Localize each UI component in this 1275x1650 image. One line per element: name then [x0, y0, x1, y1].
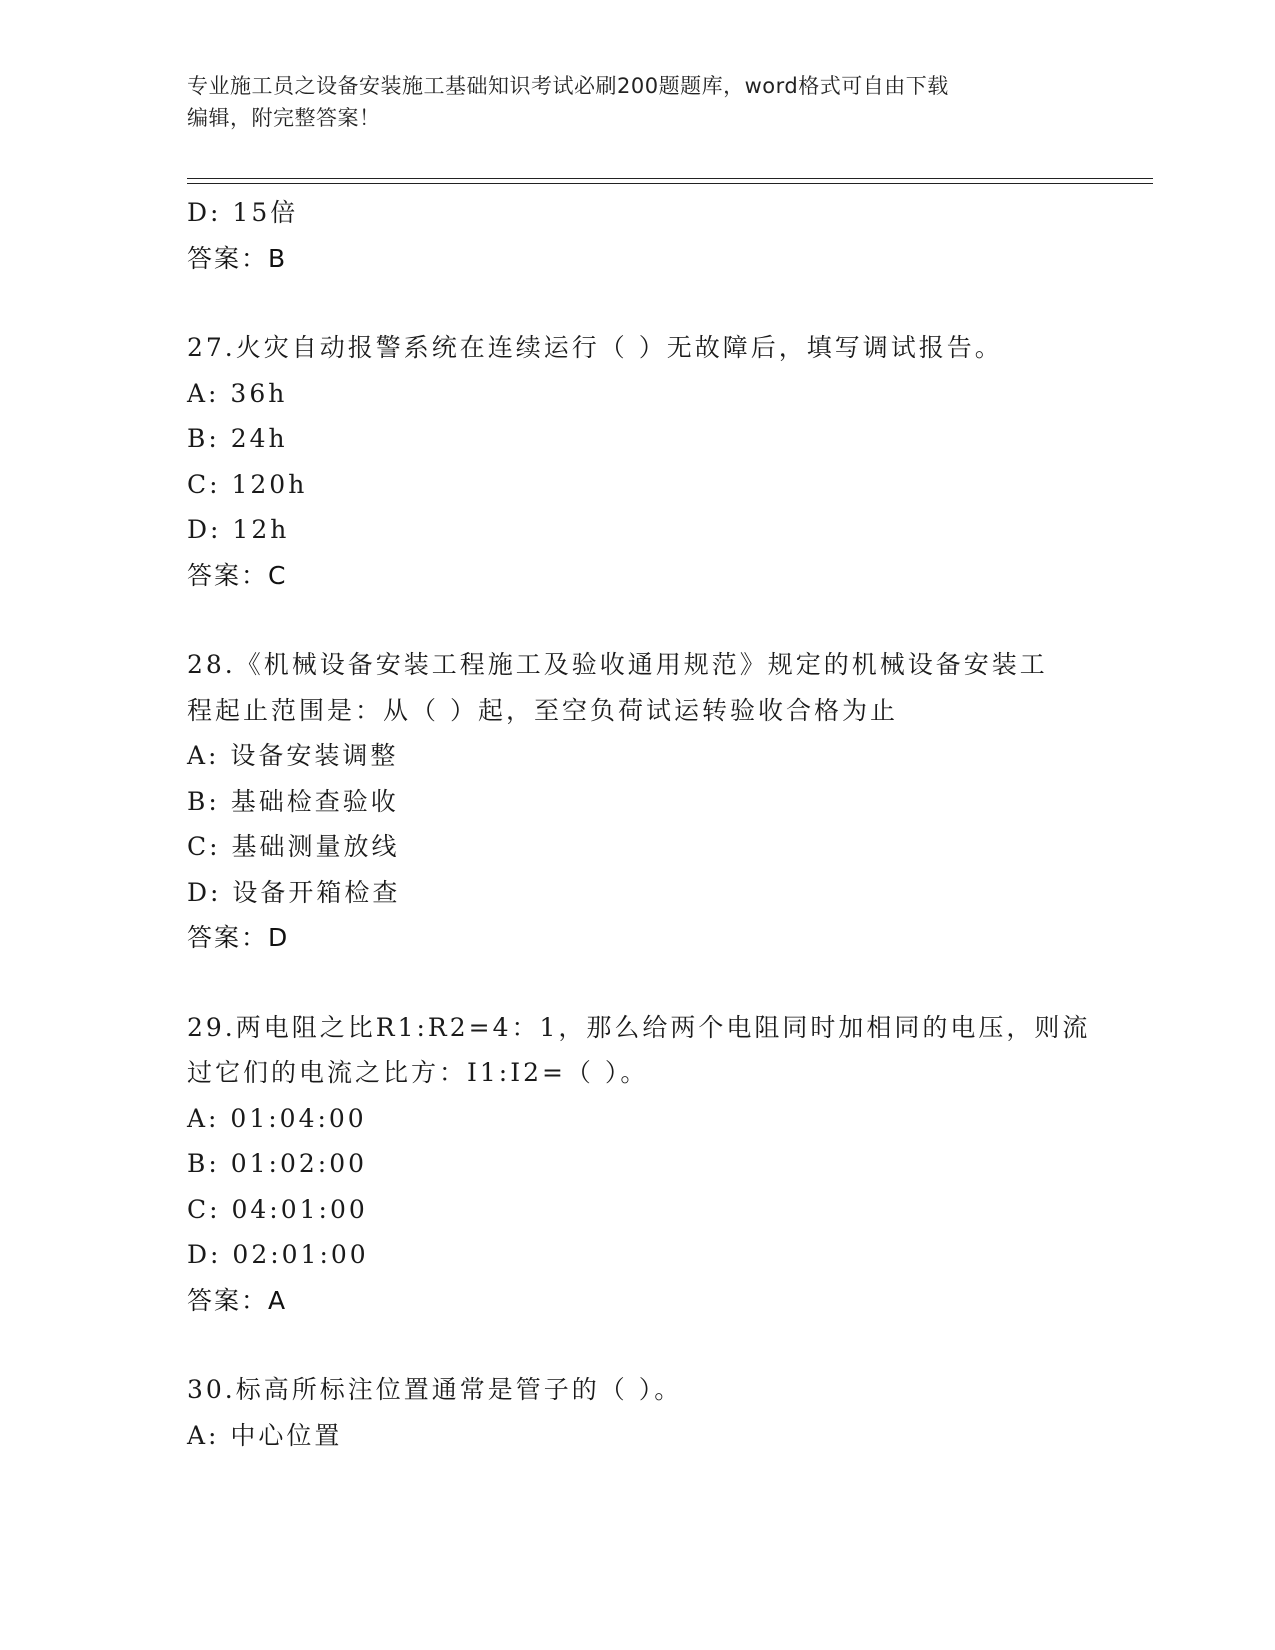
option-b: B: 24h	[187, 424, 288, 453]
option-c: C: 基础测量放线	[187, 832, 400, 861]
header-title-line-1: 专业施工员之设备安装施工基础知识考试必刷200题题库，word格式可自由下载	[187, 74, 949, 98]
question-29	[187, 1005, 1091, 1324]
option-a: A: 36h	[187, 378, 288, 408]
option-a: A: 设备安装调整	[187, 741, 399, 770]
spacer	[187, 281, 1087, 325]
spacer	[187, 961, 1087, 1005]
question-text-line-1: 29.两电阻之比R1:R2=4：1，那么给两个电阻同时加相同的电压，则流	[187, 1012, 1091, 1042]
option-c: C: 04:01:00	[187, 1194, 368, 1224]
question-text: 30.标高所标注位置通常是管子的（ ）。	[187, 1375, 683, 1404]
option-c: C: 120h	[187, 469, 308, 499]
document-body	[187, 190, 1091, 1458]
spacer	[187, 1323, 1087, 1367]
question-27	[187, 325, 1087, 598]
answer-line: 答案：A	[187, 1285, 288, 1315]
option-d: D: 设备开箱检查	[187, 877, 401, 907]
question-30	[187, 1367, 1087, 1458]
answer-line: 答案：C	[187, 560, 288, 590]
option-b: B: 基础检查验收	[187, 786, 399, 816]
question-28	[187, 642, 1087, 961]
question-text-line-2: 过它们的电流之比方：I1:I2=（ ）。	[187, 1058, 649, 1087]
answer-line: 答案：B	[187, 243, 288, 273]
option-d: D: 15倍	[187, 198, 299, 227]
header-divider-bottom	[187, 183, 1153, 184]
question-text-line-1: 28.《机械设备安装工程施工及验收通用规范》规定的机械设备安装工	[187, 650, 1048, 679]
header-title-line-2: 编辑，附完整答案！	[187, 106, 381, 130]
option-a: A: 01:04:00	[187, 1103, 367, 1133]
question-text-line-2: 程起止范围是：从（ ）起，至空负荷试运转验收合格为止	[187, 695, 898, 725]
header-divider-top	[187, 178, 1153, 179]
option-b: B: 01:02:00	[187, 1149, 368, 1178]
answer-line: 答案：D	[187, 923, 290, 952]
spacer	[187, 598, 1087, 642]
option-d: D: 12h	[187, 515, 290, 544]
option-d: D: 02:01:00	[187, 1240, 369, 1269]
question-text: 27.火灾自动报警系统在连续运行（ ）无故障后，填写调试报告。	[187, 333, 1003, 362]
option-a: A: 中心位置	[187, 1420, 343, 1450]
document-header	[187, 70, 1077, 134]
